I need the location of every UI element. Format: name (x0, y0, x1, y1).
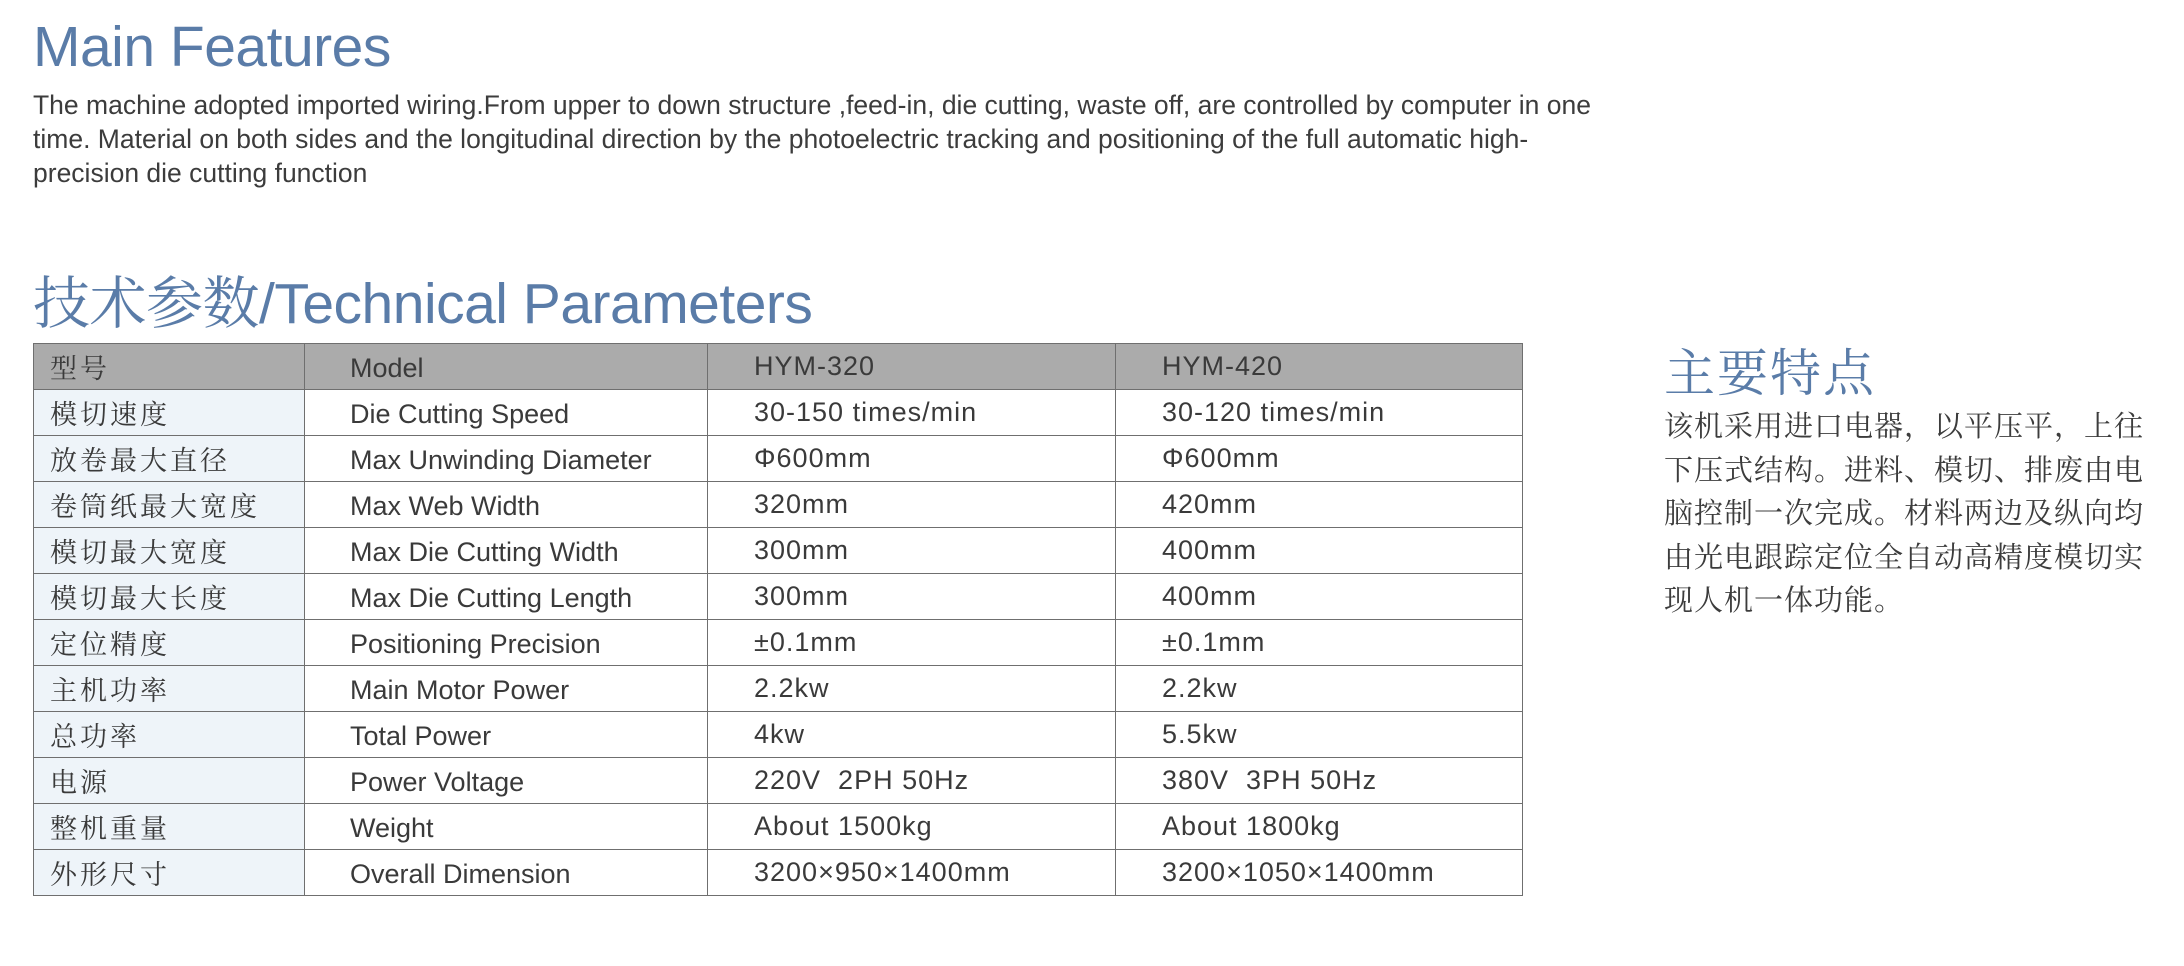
row-value-hym-420: 5.5kw (1116, 712, 1523, 758)
row-value-hym-420: 420mm (1116, 482, 1523, 528)
row-label-cn: 总功率 (34, 712, 305, 758)
main-features-description: The machine adopted imported wiring.From upper to down structure ,feed-in, die cutting, waste off, are controlled by computer in one time. Material on both sides and the longitudinal direction by the photoelectric tracking and positioning of the full automatic high-precision die cutting function (33, 90, 1591, 188)
row-value-hym-420: 3200×1050×1400mm (1116, 850, 1523, 896)
row-value-hym-320: 300mm (708, 528, 1116, 574)
row-label-en: Main Motor Power (305, 666, 708, 712)
table-row (34, 482, 1523, 528)
row-label-cn: 主机功率 (34, 666, 305, 712)
row-label-en: Positioning Precision (305, 620, 708, 666)
table-row (34, 850, 1523, 896)
row-value-hym-320: 4kw (708, 712, 1116, 758)
table-header-row (34, 344, 1523, 390)
row-value-hym-320: ±0.1mm (708, 620, 1116, 666)
table-row (34, 758, 1523, 804)
row-value-hym-320: 220V 2PH 50Hz (708, 758, 1116, 804)
row-label-cn: 外形尺寸 (34, 850, 305, 896)
row-label-en: Power Voltage (305, 758, 708, 804)
row-value-hym-320: 2.2kw (708, 666, 1116, 712)
row-label-en: Max Die Cutting Width (305, 528, 708, 574)
cn-main-features-title: 主要特点 (1664, 345, 1877, 402)
row-value-hym-420: 380V 3PH 50Hz (1116, 758, 1523, 804)
table-row (34, 666, 1523, 712)
row-label-en: Max Die Cutting Length (305, 574, 708, 620)
row-label-en: Max Web Width (305, 482, 708, 528)
row-label-cn: 模切速度 (34, 390, 305, 436)
technical-parameters-table (33, 343, 1523, 896)
row-label-cn: 模切最大长度 (34, 574, 305, 620)
table-row (34, 436, 1523, 482)
row-label-en: Max Unwinding Diameter (305, 436, 708, 482)
row-label-en: Total Power (305, 712, 708, 758)
row-label-cn: 整机重量 (34, 804, 305, 850)
header-cell-hym-320: HYM-320 (708, 344, 1116, 390)
table-row (34, 528, 1523, 574)
row-value-hym-420: 400mm (1116, 528, 1523, 574)
table-row (34, 574, 1523, 620)
row-value-hym-420: ±0.1mm (1116, 620, 1523, 666)
row-label-en: Weight (305, 804, 708, 850)
row-label-en: Overall Dimension (305, 850, 708, 896)
row-value-hym-320: 30-150 times/min (708, 390, 1116, 436)
row-label-en: Die Cutting Speed (305, 390, 708, 436)
table-row (34, 620, 1523, 666)
row-value-hym-420: 400mm (1116, 574, 1523, 620)
technical-parameters-title: 技术参数/Technical Parameters (33, 272, 813, 336)
header-cell-cn: 型号 (34, 344, 305, 390)
row-value-hym-420: 30-120 times/min (1116, 390, 1523, 436)
table-row (34, 804, 1523, 850)
main-features-title: Main Features (33, 15, 391, 79)
row-value-hym-320: 320mm (708, 482, 1116, 528)
row-label-cn: 定位精度 (34, 620, 305, 666)
row-value-hym-320: 3200×950×1400mm (708, 850, 1116, 896)
header-cell-model: Model (305, 344, 708, 390)
row-value-hym-420: About 1800kg (1116, 804, 1523, 850)
row-value-hym-420: Φ600mm (1116, 436, 1523, 482)
table-row (34, 712, 1523, 758)
header-cell-hym-420: HYM-420 (1116, 344, 1523, 390)
row-value-hym-320: Φ600mm (708, 436, 1116, 482)
row-value-hym-320: About 1500kg (708, 804, 1116, 850)
row-label-cn: 电源 (34, 758, 305, 804)
table-row (34, 390, 1523, 436)
row-label-cn: 模切最大宽度 (34, 528, 305, 574)
row-value-hym-420: 2.2kw (1116, 666, 1523, 712)
cn-main-features-description: 该机采用进口电器，以平压平，上往下压式结构。进料、模切、排废由电脑控制一次完成。材料两边及纵向均由光电跟踪定位全自动高精度模切实现人机一体功能。 (1664, 411, 2145, 617)
row-label-cn: 卷筒纸最大宽度 (34, 482, 305, 528)
row-label-cn: 放卷最大直径 (34, 436, 305, 482)
row-value-hym-320: 300mm (708, 574, 1116, 620)
